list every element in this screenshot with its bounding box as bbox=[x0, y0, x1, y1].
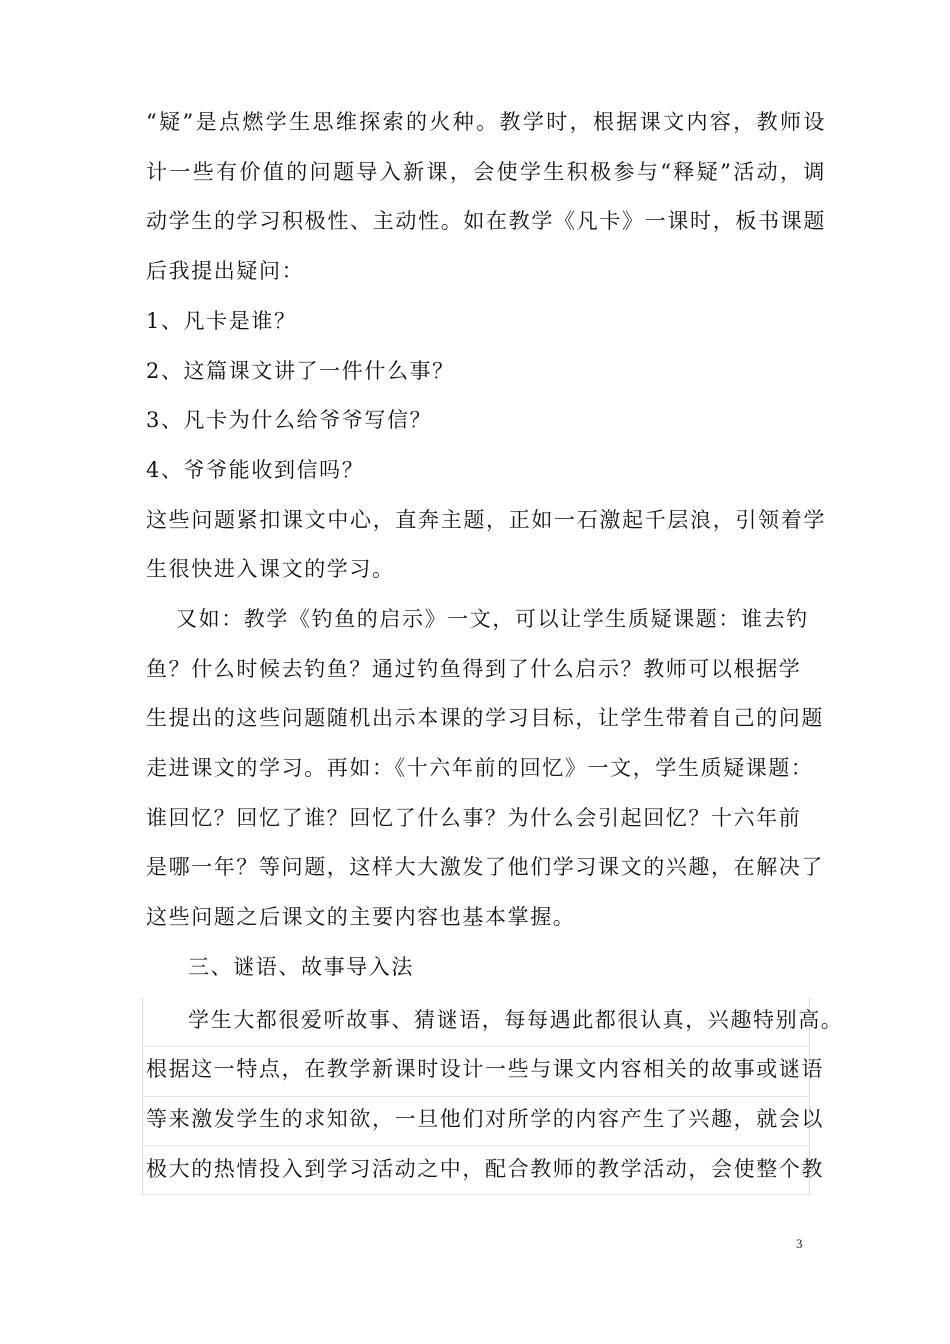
list-item: 1、凡卡是谁？ bbox=[146, 309, 297, 333]
text-line: 是哪一年？等问题，这样大大激发了他们学习课文的兴趣，在解决了 bbox=[146, 855, 824, 879]
text-line: 这些问题之后课文的主要内容也基本掌握。 bbox=[146, 905, 576, 929]
text-line: 计一些有价值的问题导入新课，会使学生积极参与“释疑”活动，调 bbox=[146, 160, 826, 184]
row-divider bbox=[142, 1046, 808, 1047]
text-line: 根据这一特点，在教学新课时设计一些与课文内容相关的故事或谜语 bbox=[146, 1057, 824, 1081]
text-line: 动学生的学习积极性、主动性。如在教学《凡卡》一课时，板书课题 bbox=[146, 209, 826, 233]
row-divider bbox=[142, 1096, 808, 1097]
page-number: 3 bbox=[796, 1236, 803, 1251]
list-item: 4、爷爷能收到信吗？ bbox=[146, 458, 365, 482]
text-line: 这些问题紧扣课文中心，直奔主题，正如一石激起千层浪，引领着学 bbox=[146, 508, 826, 532]
text-line: 后我提出疑问： bbox=[146, 259, 305, 283]
text-line: 鱼？什么时候去钓鱼？通过钓鱼得到了什么启示？教师可以根据学 bbox=[146, 657, 802, 681]
text-line: “疑”是点燃学生思维探索的火种。教学时，根据课文内容，教师设 bbox=[146, 110, 826, 134]
text-line: 生很快进入课文的学习。 bbox=[146, 557, 395, 581]
text-line: 谁回忆？回忆了谁？回忆了什么事？为什么会引起回忆？十六年前 bbox=[146, 806, 802, 830]
text-line: 极大的热情投入到学习活动之中，配合教师的教学活动，会使整个教 bbox=[146, 1157, 824, 1181]
text-line: 等来激发学生的求知欲，一旦他们对所学的内容产生了兴趣，就会以 bbox=[146, 1107, 824, 1131]
text-line: 生提出的这些问题随机出示本课的学习目标，让学生带着自己的问题 bbox=[146, 706, 824, 730]
list-item: 3、凡卡为什么给爷爷写信？ bbox=[146, 408, 433, 432]
section-heading: 三、谜语、故事导入法 bbox=[188, 955, 414, 979]
text-line: 又如：教学《钓鱼的启示》一文，可以让学生质疑课题：谁去钓 bbox=[176, 607, 809, 631]
text-line: 走进课文的学习。再如：《十六年前的回忆》一文，学生质疑课题： bbox=[146, 756, 814, 780]
list-item: 2、这篇课文讲了一件什么事？ bbox=[146, 359, 455, 383]
text-line: 学生大都很爱听故事、猜谜语，每每遇此都很认真，兴趣特别高。 bbox=[188, 1008, 844, 1032]
row-divider bbox=[142, 1145, 808, 1146]
